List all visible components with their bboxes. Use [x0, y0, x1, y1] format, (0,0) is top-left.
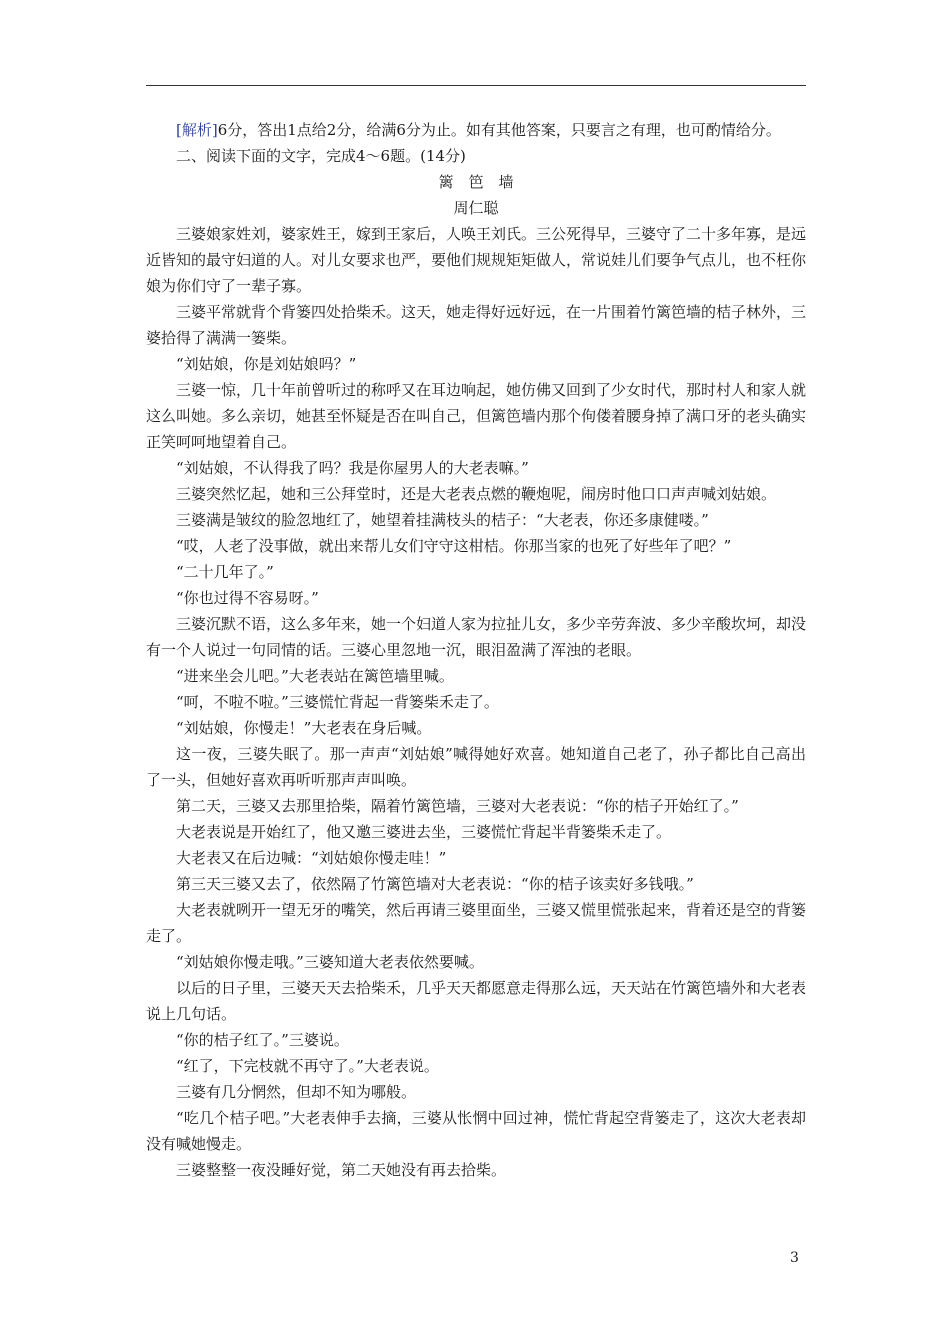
story-paragraph: 大老表又在后边喊：“刘姑娘你慢走哇！” — [176, 849, 447, 867]
header-rule — [146, 85, 806, 86]
story-paragraph: “刘姑娘，你是刘姑娘吗？” — [176, 355, 357, 373]
story-paragraph: 第三天三婆又去了，依然隔了竹篱笆墙对大老表说：“你的桔子该卖好多钱哦。” — [176, 875, 694, 893]
analysis-text: 6分，答出1点给2分，给满6分为止。如有其他答案，只要言之有理，也可酌情给分。 — [217, 121, 781, 139]
story-paragraph: 三婆一惊，几十年前曾听过的称呼又在耳边响起，她仿佛又回到了少女时代，那时村人和家人就这么叫她。多么亲切，她甚至怀疑是否在叫自己，但篱笆墙内那个佝偻着腰身掉了满口牙的老头确实正笑呵呵地望着自己。 — [146, 381, 807, 451]
story-paragraph: 三婆突然忆起，她和三公拜堂时，还是大老表点燃的鞭炮呢，闹房时他口口声声喊刘姑娘。 — [176, 485, 777, 503]
story-paragraph: 三婆有几分惘然，但却不知为哪般。 — [176, 1083, 417, 1101]
story-paragraph: 三婆沉默不语，这么多年来，她一个妇道人家为拉扯儿女，多少辛劳奔波、多少辛酸坎坷，却没有一个人说过一句同情的话。三婆心里忽地一沉，眼泪盈满了浑浊的老眼。 — [146, 615, 807, 659]
page-content — [146, 117, 806, 1183]
story-paragraph: “二十几年了。” — [176, 563, 274, 581]
story-paragraph: “进来坐会儿吧。”大老表站在篱笆墙里喊。 — [176, 667, 454, 685]
story-paragraph: “刘姑娘，不认得我了吗？我是你屋男人的大老表嘛。” — [176, 459, 529, 477]
story-paragraph: “你也过得不容易呀。” — [176, 589, 319, 607]
story-paragraph: 这一夜，三婆失眠了。那一声声“刘姑娘”喊得她好欢喜。她知道自己老了，孙子都比自己高出了一头，但她好喜欢再听听那声声叫唤。 — [146, 745, 806, 789]
story-paragraph: 大老表就咧开一望无牙的嘴笑，然后再请三婆里面坐，三婆又慌里慌张起来，背着还是空的背篓走了。 — [146, 901, 807, 945]
analysis-paragraph — [146, 117, 806, 143]
story-paragraph: 第二天，三婆又去那里拾柴，隔着竹篱笆墙，三婆对大老表说：“你的桔子开始红了。” — [176, 797, 739, 815]
story-paragraph: “刘姑娘你慢走哦。”三婆知道大老表依然要喊。 — [176, 953, 484, 971]
story-paragraph: “吃几个桔子吧。”大老表伸手去摘，三婆从怅惘中回过神，慌忙背起空背篓走了，这次大老表却没有喊她慢走。 — [146, 1109, 806, 1153]
story-title: 篱 笆 墙 — [438, 173, 514, 191]
story-paragraph: “你的桔子红了。”三婆说。 — [176, 1031, 349, 1049]
story-paragraph: “哎，人老了没事做，就出来帮儿女们守守这柑桔。你那当家的也死了好些年了吧？” — [176, 537, 732, 555]
story-paragraph: “红了，下完枝就不再守了。”大老表说。 — [176, 1057, 439, 1075]
story-paragraph: 以后的日子里，三婆天天去拾柴禾，几乎天天都愿意走得那么远，天天站在竹篱笆墙外和大老表说上几句话。 — [146, 979, 807, 1023]
story-paragraph: 三婆平常就背个背篓四处拾柴禾。这天，她走得好远好远，在一片围着竹篱笆墙的桔子林外，三婆拾得了满满一篓柴。 — [146, 303, 807, 347]
story-paragraph: “呵，不啦不啦。”三婆慌忙背起一背篓柴禾走了。 — [176, 693, 499, 711]
story-paragraph: 大老表说是开始红了，他又邀三婆进去坐，三婆慌忙背起半背篓柴禾走了。 — [176, 823, 672, 841]
analysis-tag: [解析] — [176, 121, 218, 139]
section-heading: 二、阅读下面的文字，完成4～6题。(14分) — [176, 147, 466, 165]
story-author: 周仁聪 — [453, 199, 499, 217]
page-number: 3 — [790, 1250, 799, 1266]
story-paragraph: 三婆满是皱纹的脸忽地红了，她望着挂满枝头的桔子：“大老表，你还多康健喽。” — [176, 511, 709, 529]
story-paragraph: “刘姑娘，你慢走！”大老表在身后喊。 — [176, 719, 432, 737]
story-paragraph: 三婆整整一夜没睡好觉，第二天她没有再去拾柴。 — [176, 1161, 507, 1179]
story-paragraph: 三婆娘家姓刘，婆家姓王，嫁到王家后，人唤王刘氏。三公死得早，三婆守了二十多年寡，是远近皆知的最守妇道的人。对儿女要求也严，要他们规规矩矩做人，常说娃儿们要争气点儿，也不枉你娘为你们守了一辈子寡。 — [146, 225, 807, 295]
